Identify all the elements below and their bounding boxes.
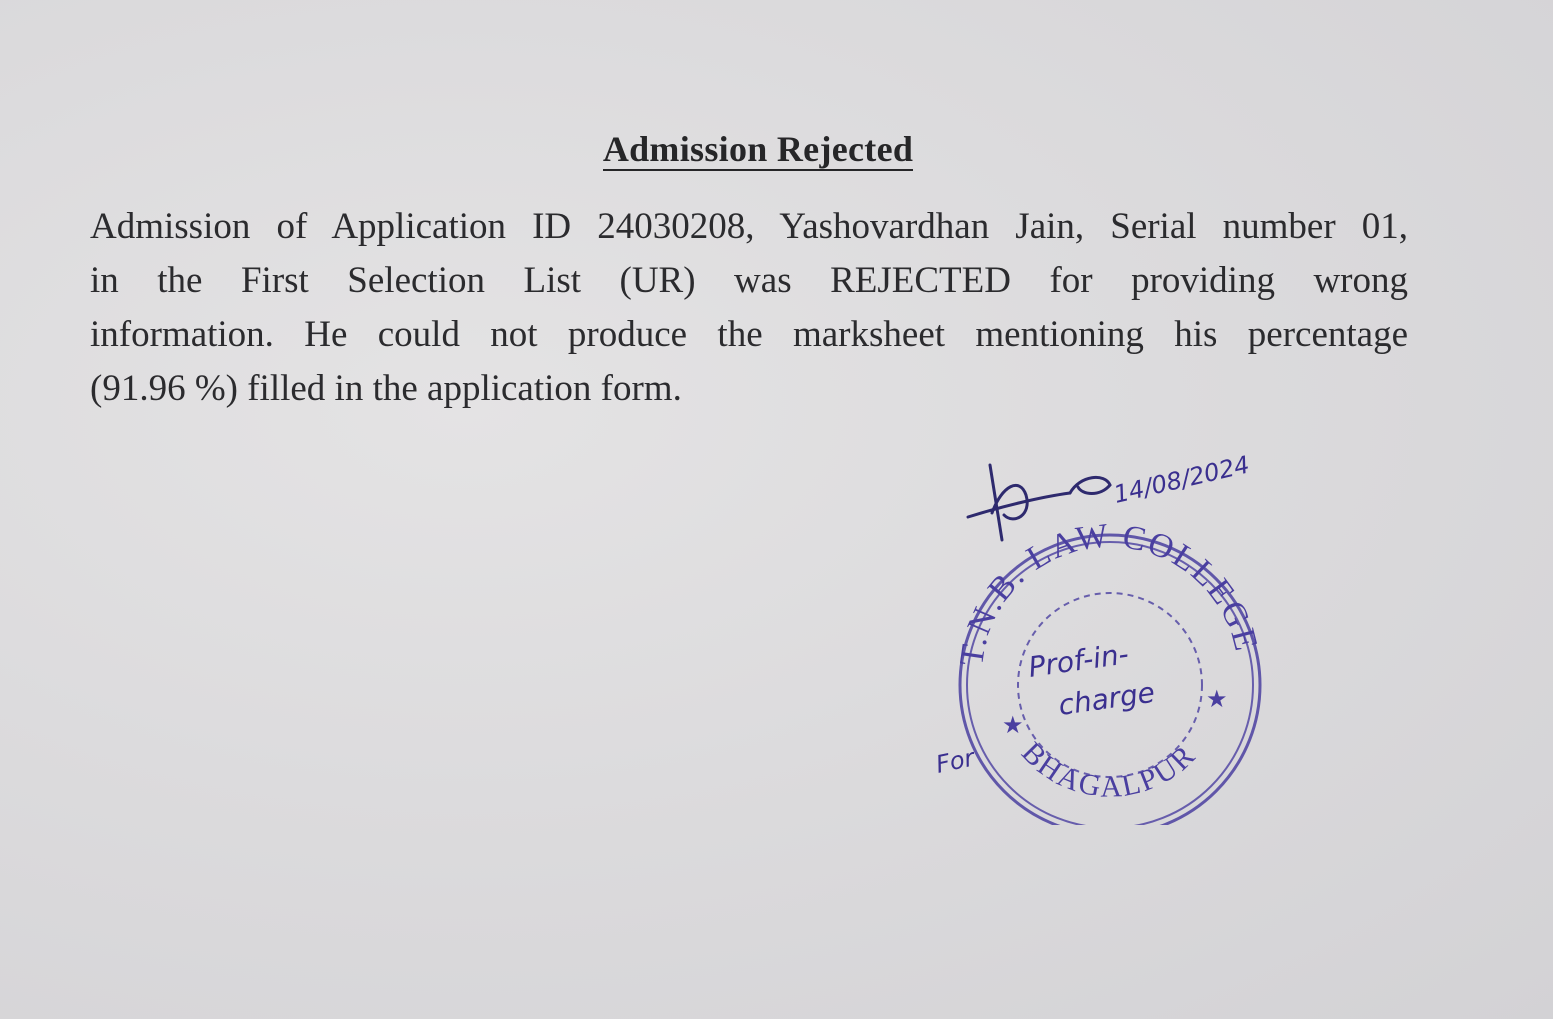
title-text: Admission Rejected — [602, 129, 914, 169]
designation-line-1: Prof-in- — [1026, 637, 1131, 684]
body-line-1: Admission of Application ID 24030208, Yashovardhan Jain, Serial number 01, — [90, 206, 1408, 247]
stamp-seal-image — [930, 415, 1290, 825]
signature-stamp-block — [930, 415, 1290, 825]
stamp-bottom-text: BHAGALPUR — [1015, 735, 1203, 804]
body-line-3: information. He could not produce the marksheet mentioning his percentage — [90, 314, 1408, 355]
stamp-star-left: ★ — [1002, 713, 1024, 739]
for-text: For — [933, 743, 977, 779]
designation-line-2: charge — [1056, 675, 1157, 722]
document-body — [90, 200, 1408, 416]
signature-date: 14/08/2024 — [1111, 450, 1253, 509]
body-line-2: in the First Selection List (UR) was REJECTED for providing wrong — [90, 260, 1408, 301]
document-title — [0, 128, 1516, 171]
body-line-4: (91.96 %) filled in the application form. — [90, 368, 682, 409]
stamp-top-text: T.N.B. LAW COLLEGE — [953, 517, 1265, 669]
stamp-star-right: ★ — [1206, 687, 1228, 713]
